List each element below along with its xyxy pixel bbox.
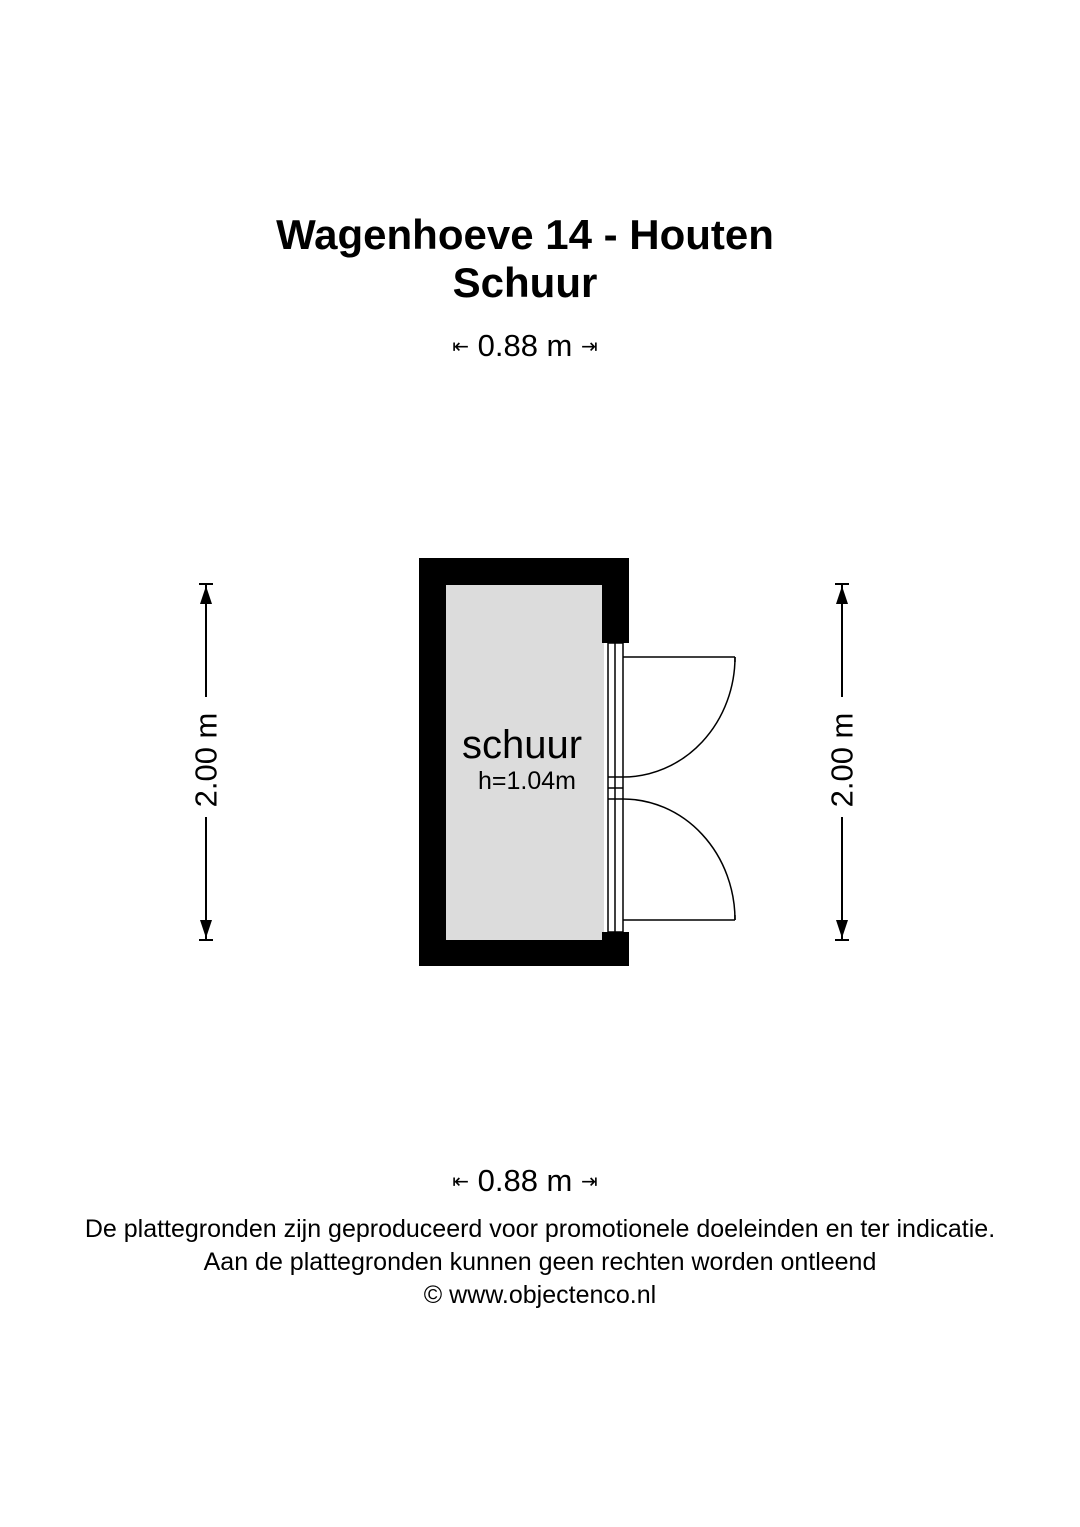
width-dimension-bottom xyxy=(0,1163,1050,1200)
wall-top xyxy=(419,558,629,585)
height-dimension-right-label: 2.00 m xyxy=(824,712,860,808)
door-swing-lower xyxy=(623,799,735,920)
width-dimension-bottom-label: 0.88 m xyxy=(477,1163,573,1198)
arrow-right-icon: ⇥ xyxy=(581,336,598,358)
height-dimension-left-label: 2.00 m xyxy=(188,712,224,808)
wall-left xyxy=(419,558,446,966)
arrow-left-icon: ⇤ xyxy=(452,336,469,358)
double-door xyxy=(608,643,735,932)
disclaimer-line-1: De plattegronden zijn geproduceerd voor promotionele doeleinden en ter indicatie. xyxy=(84,1215,996,1243)
door-swing-upper xyxy=(623,657,735,777)
page-title: Wagenhoeve 14 - Houten xyxy=(276,211,774,258)
arrow-right-icon: ⇥ xyxy=(581,1171,598,1193)
disclaimer-line-2: Aan de plattegronden kunnen geen rechten worden ontleend xyxy=(203,1248,877,1276)
room-name: schuur xyxy=(461,723,583,767)
room-height: h=1.04m xyxy=(478,767,576,795)
arrow-left-icon: ⇤ xyxy=(452,1171,469,1193)
wall-right-upper xyxy=(602,558,629,643)
wall-right-lower xyxy=(602,932,629,966)
wall-bottom xyxy=(419,940,629,966)
copyright-line: © www.objectenco.nl xyxy=(423,1281,657,1309)
width-dimension-top-label: 0.88 m xyxy=(477,328,573,363)
page-subtitle: Schuur xyxy=(452,259,598,306)
